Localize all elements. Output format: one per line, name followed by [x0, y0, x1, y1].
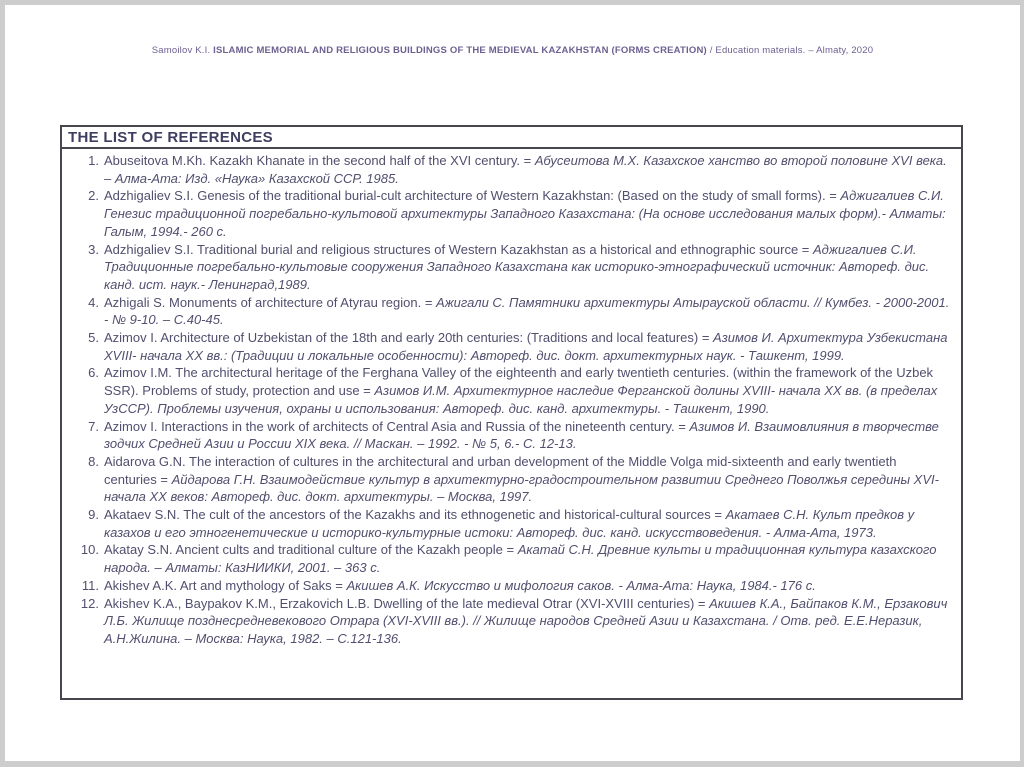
reference-number: 11.: [81, 577, 99, 593]
reference-item: [62, 329, 951, 364]
reference-number: 8.: [88, 453, 99, 469]
reference-text-english: Akataev S.N. The cult of the ancestors of the Kazakhs and its ethnogenetic and historical-cultural sources =: [104, 507, 726, 523]
slide: [5, 5, 1020, 761]
reference-text-russian: Аджигалиев С.И. Генезис традиционной погребально-культовой архитектуры Западного Казахстана: (На основе исследования малых форм).- Алматы: Галым, 1994.- 260 с.: [104, 188, 946, 239]
reference-text-english: Akishev A.K. Art and mythology of Saks =: [104, 577, 347, 593]
reference-text: [104, 418, 951, 453]
reference-item: [62, 541, 951, 576]
reference-item: [62, 595, 951, 648]
reference-item: [62, 577, 951, 595]
reference-text: [104, 294, 951, 329]
reference-text-english: Adzhigaliev S.I. Genesis of the traditional burial-cult architecture of Western Kazakhstan: (Based on the study of small forms). =: [104, 188, 841, 204]
reference-text-english: Azimov I. Interactions in the work of architects of Central Asia and Russia of the nineteenth century. =: [104, 418, 690, 434]
reference-item: [62, 152, 951, 187]
reference-text-russian: Ажигали С. Памятники архитектуры Атырауской области. // Кумбез. - 2000-2001. - № 9-10. – С.40-45.: [104, 294, 950, 328]
reference-item: [62, 187, 951, 240]
document-header-author: Samoilov K.I.: [151, 45, 211, 56]
reference-text: [104, 364, 951, 417]
reference-item: [62, 294, 951, 329]
reference-item: [62, 364, 951, 417]
reference-text-russian: Акатаев С.Н. Культ предков у казахов и его этногенетические и историко-культурные истоки: Автореф. дис. канд. искусствоведения. - Алма-Ата, 1973.: [104, 507, 915, 540]
reference-text: [104, 506, 951, 541]
reference-text: [104, 241, 951, 294]
reference-number: 12.: [80, 595, 99, 611]
reference-item: [62, 506, 951, 541]
references-heading: THE LIST OF REFERENCES: [62, 127, 961, 149]
reference-text-russian: Аджигалиев С.И. Традиционные погребально-культовые сооружения Западного Казахстана как историко-этнографический источник: Автореф. дис. канд. ист. наук.- Ленинград,1989.: [104, 241, 930, 292]
reference-text-russian: Абусеитова М.Х. Казахское ханство во второй половине XVI века. – Алма-Ата: Изд. «Наука» Казахской ССР. 1985.: [104, 153, 947, 186]
reference-text-english: Akatay S.N. Ancient cults and traditional culture of the Kazakh people =: [104, 542, 518, 558]
reference-text-russian: Азимов И. Взаимовлияния в творчестве зодчих Средней Азии и России XIX века. // Маскан. – 1992. - № 5, 6.- С. 12-13.: [104, 418, 939, 452]
reference-number: 3.: [88, 241, 99, 257]
reference-text-english: Abuseitova M.Kh. Kazakh Khanate in the second half of the XVI century. =: [104, 153, 535, 168]
reference-text-english: Aidarova G.N. The interaction of cultures in the architectural and urban development of the Middle Volga mid-sixteenth and early twentieth centuries =: [104, 453, 897, 487]
reference-text-russian: Айдарова Г.Н. Взаимодействие культур в архитектурно-градостроительном развитии Среднего Поволжья середины XVI- начала XX веков: Автореф. дис. докт. архитектуры. – Москва, 1997.: [104, 471, 939, 505]
reference-text-russian: Акишев К.А., Байпаков К.М., Ерзакович Л.Б. Жилище позднесредневекового Отрара (XVI-XVIII вв.). // Жилище народов Средней Азии и Казахстана. / Отв. ред. Е.Е.Неразик, А.Н.Жилина. – Москва: Наука, 1982. – С.121-136.: [104, 595, 948, 646]
references-box: [60, 125, 963, 700]
reference-text: [104, 541, 951, 576]
reference-text-english: Adzhigaliev S.I. Traditional burial and religious structures of Western Kazakhstan as a historical and ethnographic source =: [104, 241, 814, 257]
reference-text-russian: Азимов И. Архитектура Узбекистана XVIII- начала XX вв.: (Традиции и локальные особенности): Автореф. дис. докт. архитектурных наук. - Ташкент, 1999.: [104, 330, 948, 363]
reference-number: 7.: [88, 418, 99, 434]
reference-text: [104, 595, 951, 648]
reference-number: 1.: [88, 153, 99, 168]
reference-text-english: Azimov I. Architecture of Uzbekistan of the 18th and early 20th centuries: (Traditions and local features) =: [104, 330, 714, 346]
reference-text: [104, 152, 951, 187]
reference-text-russian: Азимов И.М. Архитектурное наследие Ферганской долины XVIII- начала XX вв. (в пределах УзССР). Проблемы изучения, охраны и использования: Автореф. дис. канд. архитектуры. - Ташкент, 1990.: [104, 383, 938, 416]
reference-text-russian: Акатай С.Н. Древние культы и традиционная культура казахского народа. – Алматы: КазНИИКИ, 2001. – 363 с.: [104, 542, 937, 576]
reference-text: [104, 453, 951, 506]
reference-text-russian: Акишев А.К. Искусство и мифология саков. - Алма-Ата: Наука, 1984.- 176 с.: [346, 577, 816, 593]
reference-number: 5.: [88, 330, 99, 346]
reference-number: 9.: [88, 507, 99, 523]
reference-number: 2.: [88, 188, 99, 204]
reference-item: [62, 418, 951, 453]
reference-number: 6.: [88, 365, 99, 381]
document-header-suffix: / Education materials. – Almaty, 2020: [709, 45, 874, 56]
reference-text-english: Azimov I.M. The architectural heritage of the Ferghana Valley of the eighteenth and early twentieth centuries. (within the framework of the Uzbek SSR). Problems of study, protection and use =: [104, 365, 934, 399]
references-list: [62, 149, 961, 648]
reference-text: [104, 329, 951, 364]
reference-text-english: Azhigali S. Monuments of architecture of Atyrau region. =: [104, 294, 437, 310]
reference-text: [104, 187, 951, 240]
reference-item: [62, 453, 951, 506]
reference-number: 10.: [80, 542, 99, 558]
document-header-title: ISLAMIC MEMORIAL AND RELIGIOUS BUILDINGS OF THE MEDIEVAL KAZAKHSTAN (FORMS CREATION): [213, 45, 707, 56]
reference-item: [62, 241, 951, 294]
reference-text-english: Akishev K.A., Baypakov K.M., Erzakovich L.B. Dwelling of the late medieval Otrar (XVI-XVIII centuries) =: [104, 595, 710, 611]
document-header: [5, 45, 1020, 56]
reference-text: [104, 577, 951, 595]
reference-number: 4.: [88, 294, 99, 310]
